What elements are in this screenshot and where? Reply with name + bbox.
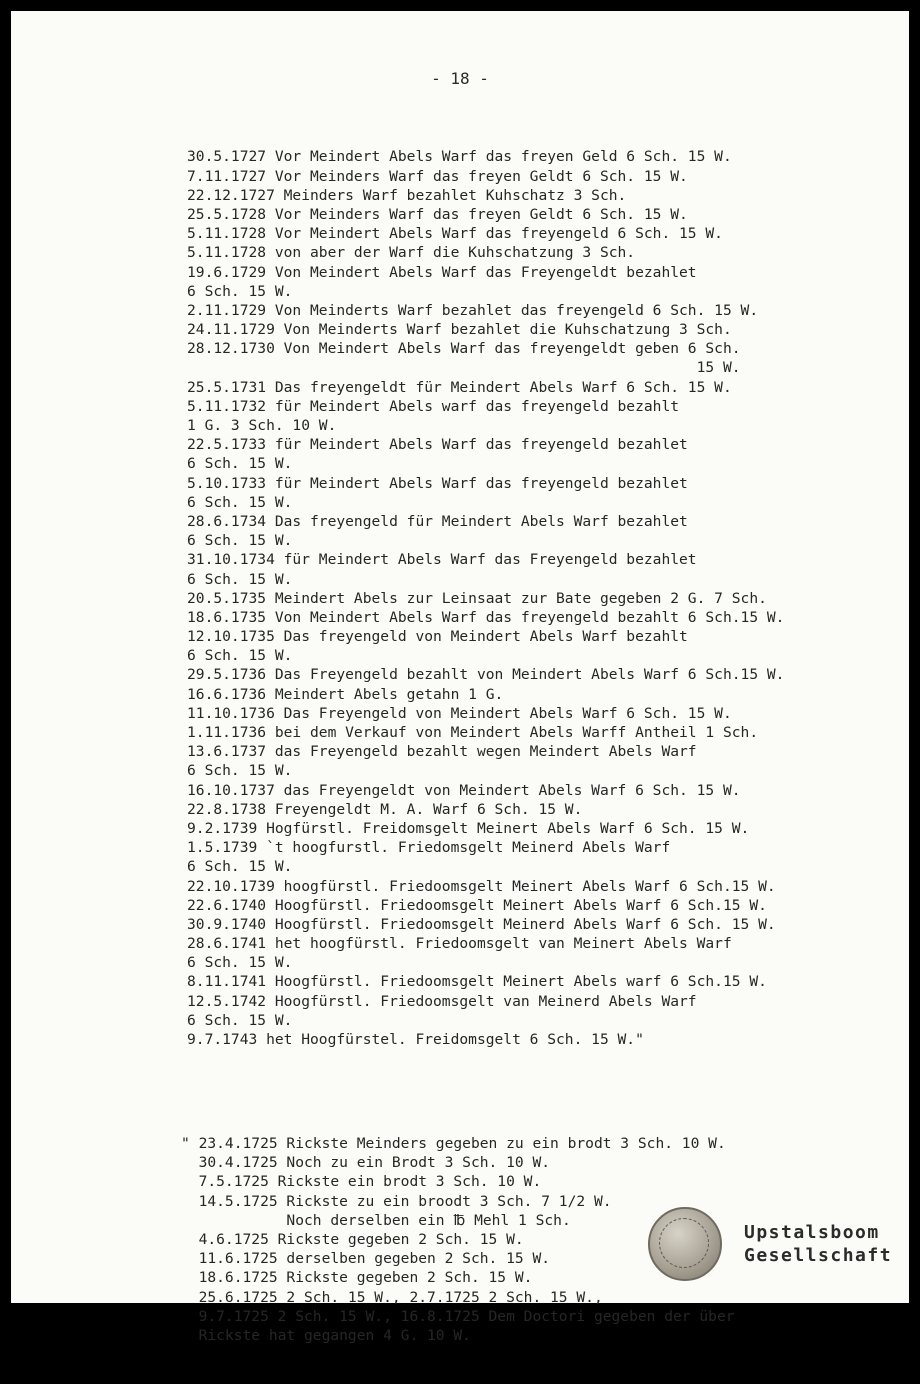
entry-line: 6 Sch. 15 W. bbox=[187, 455, 293, 473]
entry-line: 24.11.1729 Von Meinderts Warf bezahlet die Kuhschatzung 3 Sch. bbox=[187, 321, 732, 339]
entry-line: 18.6.1735 Von Meindert Abels Warf das freyengeld bezahlt 6 Sch.15 W. bbox=[187, 608, 785, 626]
entry-line: 6 Sch. 15 W. bbox=[187, 858, 293, 876]
entry-line: Noch derselben ein ℔ Mehl 1 Sch. bbox=[181, 1211, 571, 1229]
entry-line: 22.10.1739 hoogfürstl. Friedoomsgelt Meinert Abels Warf 6 Sch.15 W. bbox=[187, 877, 776, 895]
entry-line: 31.10.1734 für Meindert Abels Warf das Freyengeld bezahlet bbox=[187, 551, 697, 569]
entries-block-1 bbox=[187, 147, 784, 1049]
brand-line-1: Upstalsboom bbox=[744, 1222, 880, 1243]
entry-line: 1.11.1736 bei dem Verkauf von Meindert Abels Warff Antheil 1 Sch. bbox=[187, 724, 759, 742]
entry-line: 25.5.1728 Vor Meinders Warf das freyen Geldt 6 Sch. 15 W. bbox=[187, 205, 688, 223]
entry-line: 11.6.1725 derselben gegeben 2 Sch. 15 W. bbox=[181, 1250, 551, 1268]
entry-line: 5.10.1733 für Meindert Abels Warf das freyengeld bezahlet bbox=[187, 474, 688, 492]
entry-line: 6 Sch. 15 W. bbox=[187, 647, 293, 665]
entry-line: 6 Sch. 15 W. bbox=[187, 954, 293, 972]
entry-line: 6 Sch. 15 W. bbox=[187, 762, 293, 780]
entry-line: 30.5.1727 Vor Meindert Abels Warf das freyen Geld 6 Sch. 15 W. bbox=[187, 148, 732, 166]
entry-line: 5.11.1728 von aber der Warf die Kuhschatzung 3 Sch. bbox=[187, 244, 636, 262]
entry-line: 1.5.1739 `t hoogfurstl. Friedomsgelt Meinerd Abels Warf bbox=[187, 839, 671, 857]
entry-line: 12.5.1742 Hoogfürstl. Friedoomsgelt van Meinerd Abels Warf bbox=[187, 992, 697, 1010]
entry-line: 1 G. 3 Sch. 10 W. bbox=[187, 417, 337, 435]
entry-line: 13.6.1737 das Freyengeld bezahlt wegen Meindert Abels Warf bbox=[187, 743, 697, 761]
entry-line: 11.10.1736 Das Freyengeld von Meindert Abels Warf 6 Sch. 15 W. bbox=[187, 704, 732, 722]
entry-line: 20.5.1735 Meindert Abels zur Leinsaat zur Bate gegeben 2 G. 7 Sch. bbox=[187, 589, 767, 607]
entry-line: 7.11.1727 Vor Meinders Warf das freyen Geldt 6 Sch. 15 W. bbox=[187, 167, 688, 185]
entry-line: 25.5.1731 Das freyengeldt für Meindert Abels Warf 6 Sch. 15 W. bbox=[187, 378, 732, 396]
brand-line-2: Gesellschaft bbox=[744, 1245, 893, 1266]
entry-line: 12.10.1735 Das freyengeld von Meindert Abels Warf bezahlt bbox=[187, 628, 688, 646]
entry-line: 6 Sch. 15 W. bbox=[187, 282, 293, 300]
entry-line: 30.9.1740 Hoogfürstl. Friedoomsgelt Meinerd Abels Warf 6 Sch. 15 W. bbox=[187, 915, 776, 933]
entry-line: 14.5.1725 Rickste zu ein broodt 3 Sch. 7 1/2 W. bbox=[181, 1192, 612, 1210]
entry-line: 9.2.1739 Hogfürstl. Freidomsgelt Meinert Abels Warf 6 Sch. 15 W. bbox=[187, 819, 750, 837]
entry-line: 7.5.1725 Rickste ein brodt 3 Sch. 10 W. bbox=[181, 1173, 542, 1191]
entry-line: 22.8.1738 Freyengeldt M. A. Warf 6 Sch. 15 W. bbox=[187, 800, 583, 818]
brand-text bbox=[744, 1221, 892, 1267]
entry-line: 28.12.1730 Von Meindert Abels Warf das freyengeldt geben 6 Sch. bbox=[187, 340, 741, 358]
entry-line: 25.6.1725 2 Sch. 15 W., 2.7.1725 2 Sch. 15 W., bbox=[181, 1288, 603, 1306]
entry-line: 22.6.1740 Hoogfürstl. Friedoomsgelt Meinert Abels Warf 6 Sch.15 W. bbox=[187, 896, 767, 914]
entry-line: 8.11.1741 Hoogfürstl. Friedoomsgelt Meinert Abels warf 6 Sch.15 W. bbox=[187, 973, 767, 991]
entry-line: 6 Sch. 15 W. bbox=[187, 493, 293, 511]
entry-line: 15 W. bbox=[187, 359, 741, 377]
block-gap bbox=[187, 1088, 784, 1096]
entry-line: 29.5.1736 Das Freyengeld bezahlt von Meindert Abels Warf 6 Sch.15 W. bbox=[187, 666, 785, 684]
entry-line: 18.6.1725 Rickste gegeben 2 Sch. 15 W. bbox=[181, 1269, 533, 1287]
entry-line: 16.6.1736 Meindert Abels getahn 1 G. bbox=[187, 685, 504, 703]
entry-line: 22.12.1727 Meinders Warf bezahlet Kuhschatz 3 Sch. bbox=[187, 186, 627, 204]
entry-line: 16.10.1737 das Freyengeldt von Meindert Abels Warf 6 Sch. 15 W. bbox=[187, 781, 741, 799]
entry-line: 30.4.1725 Noch zu ein Brodt 3 Sch. 10 W. bbox=[181, 1154, 551, 1172]
entry-line: 22.5.1733 für Meindert Abels Warf das freyengeld bezahlet bbox=[187, 436, 688, 454]
publisher-logo bbox=[648, 1207, 892, 1281]
entry-line: " 23.4.1725 Rickste Meinders gegeben zu ein brodt 3 Sch. 10 W. bbox=[181, 1135, 726, 1153]
entry-line: 9.7.1743 het Hoogfürstel. Freidomsgelt 6 Sch. 15 W." bbox=[187, 1031, 644, 1049]
document-page bbox=[11, 11, 909, 1344]
entry-line: 6 Sch. 15 W. bbox=[187, 532, 293, 550]
entry-line: 6 Sch. 15 W. bbox=[187, 570, 293, 588]
ledger-entries bbox=[181, 109, 785, 1384]
entry-line: Rickste hat gegangen 4 G. 10 W. bbox=[181, 1326, 471, 1344]
entry-line: 19.6.1729 Von Meindert Abels Warf das Freyengeldt bezahlet bbox=[187, 263, 697, 281]
entry-line: 28.6.1734 Das freyengeld für Meindert Abels Warf bezahlet bbox=[187, 512, 688, 530]
entry-line: 9.7.1725 2 Sch. 15 W., 16.8.1725 Dem Doctori gegeben der über bbox=[181, 1307, 735, 1325]
seal-icon bbox=[648, 1207, 722, 1281]
entry-line: 6 Sch. 15 W. bbox=[187, 1011, 293, 1029]
page-number: - 18 - bbox=[431, 69, 489, 88]
entry-line: 28.6.1741 het hoogfürstl. Friedoomsgelt van Meinert Abels Warf bbox=[187, 935, 732, 953]
entry-line: 4.6.1725 Rickste gegeben 2 Sch. 15 W. bbox=[181, 1230, 524, 1248]
entry-line: 2.11.1729 Von Meinderts Warf bezahlet das freyengeld 6 Sch. 15 W. bbox=[187, 301, 759, 319]
entry-line: 5.11.1728 Vor Meindert Abels Warf das freyengeld 6 Sch. 15 W. bbox=[187, 225, 723, 243]
entry-line: 5.11.1732 für Meindert Abels warf das freyengeld bezahlt bbox=[187, 397, 680, 415]
